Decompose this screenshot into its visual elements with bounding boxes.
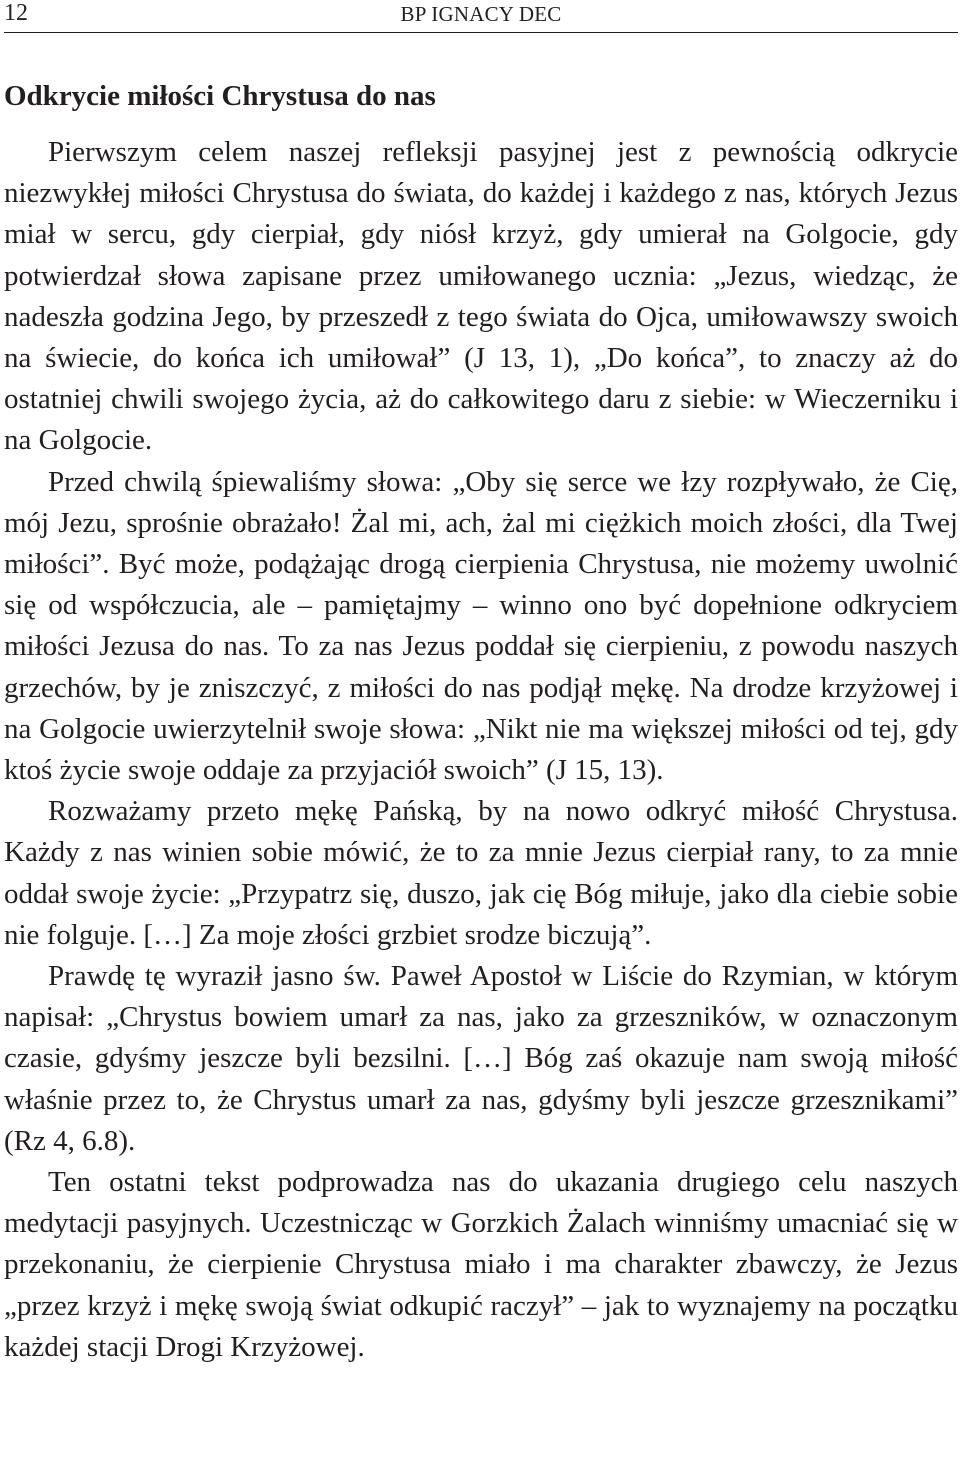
section-title: Odkrycie miłości Chrystusa do nas [4, 80, 436, 112]
body-text [4, 132, 958, 1368]
paragraph: Rozważamy przeto mękę Pańską, by na nowo odkryć miłość Chrystusa. Każdy z nas winien sobie mówić, że to za mnie Jezus cierpiał rany, to za mnie oddał swoje życie: „Przypatrz się, duszo, jak cię Bóg miłuje, jako dla ciebie sobie nie folguje. […] Za moje złości grzbiet srodze biczują”. [4, 795, 958, 951]
paragraph: Przed chwilą śpiewaliśmy słowa: „Oby się serce we łzy rozpływało, że Cię, mój Jezu, sprośnie obrażało! Żal mi, ach, żal mi ciężkich moich złości, dla Twej miłości”. Być może, podążając drogą cierpienia Chrystusa, nie możemy uwolnić się od współczucia, ale – pamiętajmy – winno ono być dopełnione odkryciem miłości Jezusa do nas. To za nas Jezus poddał się cierpieniu, z powodu naszych grzechów, by je zniszczyć, z miłości do nas podjął mękę. Na drodze krzyżowej i na Golgocie uwierzytelnił swoje słowa: „Nikt nie ma większej miłości od tej, gdy ktoś życie swoje oddaje za przyjaciół swoich” (J 15, 13). [4, 465, 958, 787]
running-head: BP IGNACY DEC [400, 2, 562, 26]
page-header [4, 0, 958, 33]
paragraph: Prawdę tę wyraził jasno św. Paweł Apostoł w Liście do Rzymian, w którym napisał: „Chrystus bowiem umarł za nas, jako za grzeszników, w oznaczonym czasie, gdyśmy jeszcze byli bezsilni. […] Bóg zaś okazuje nam swoją miłość właśnie przez to, że Chrystus umarł za nas, gdyśmy byli jeszcze grzesznikami” (Rz 4, 6.8). [4, 960, 958, 1157]
page-number: 12 [4, 0, 28, 26]
paragraph: Pierwszym celem naszej refleksji pasyjnej jest z pewnością odkrycie niezwykłej miłości Chrystusa do świata, do każdej i każdego z nas, których Jezus miał w sercu, gdy cierpiał, gdy niósł krzyż, gdy umierał na Golgocie, gdy potwierdzał słowa zapisane przez umiłowanego ucznia: „Jezus, wiedząc, że nadeszła godzina Jego, by przeszedł z tego świata do Ojca, umiłowawszy swoich na świecie, do końca ich umiłował” (J 13, 1), „Do końca”, to znaczy aż do ostatniej chwili swojego życia, aż do całkowitego daru z siebie: w Wieczerniku i na Golgocie. [4, 136, 958, 457]
book-page [4, 0, 958, 1467]
paragraph: Ten ostatni tekst podprowadza nas do ukazania drugiego celu naszych medytacji pasyjnych. Uczestnicząc w Gorzkich Żalach winniśmy umacniać się w przekonaniu, że cierpienie Chrystusa miało i ma charakter zbawczy, że Jezus „przez krzyż i mękę swoją świat odkupić raczył” – jak to wyznajemy na początku każdej stacji Drogi Krzyżowej. [4, 1166, 958, 1363]
